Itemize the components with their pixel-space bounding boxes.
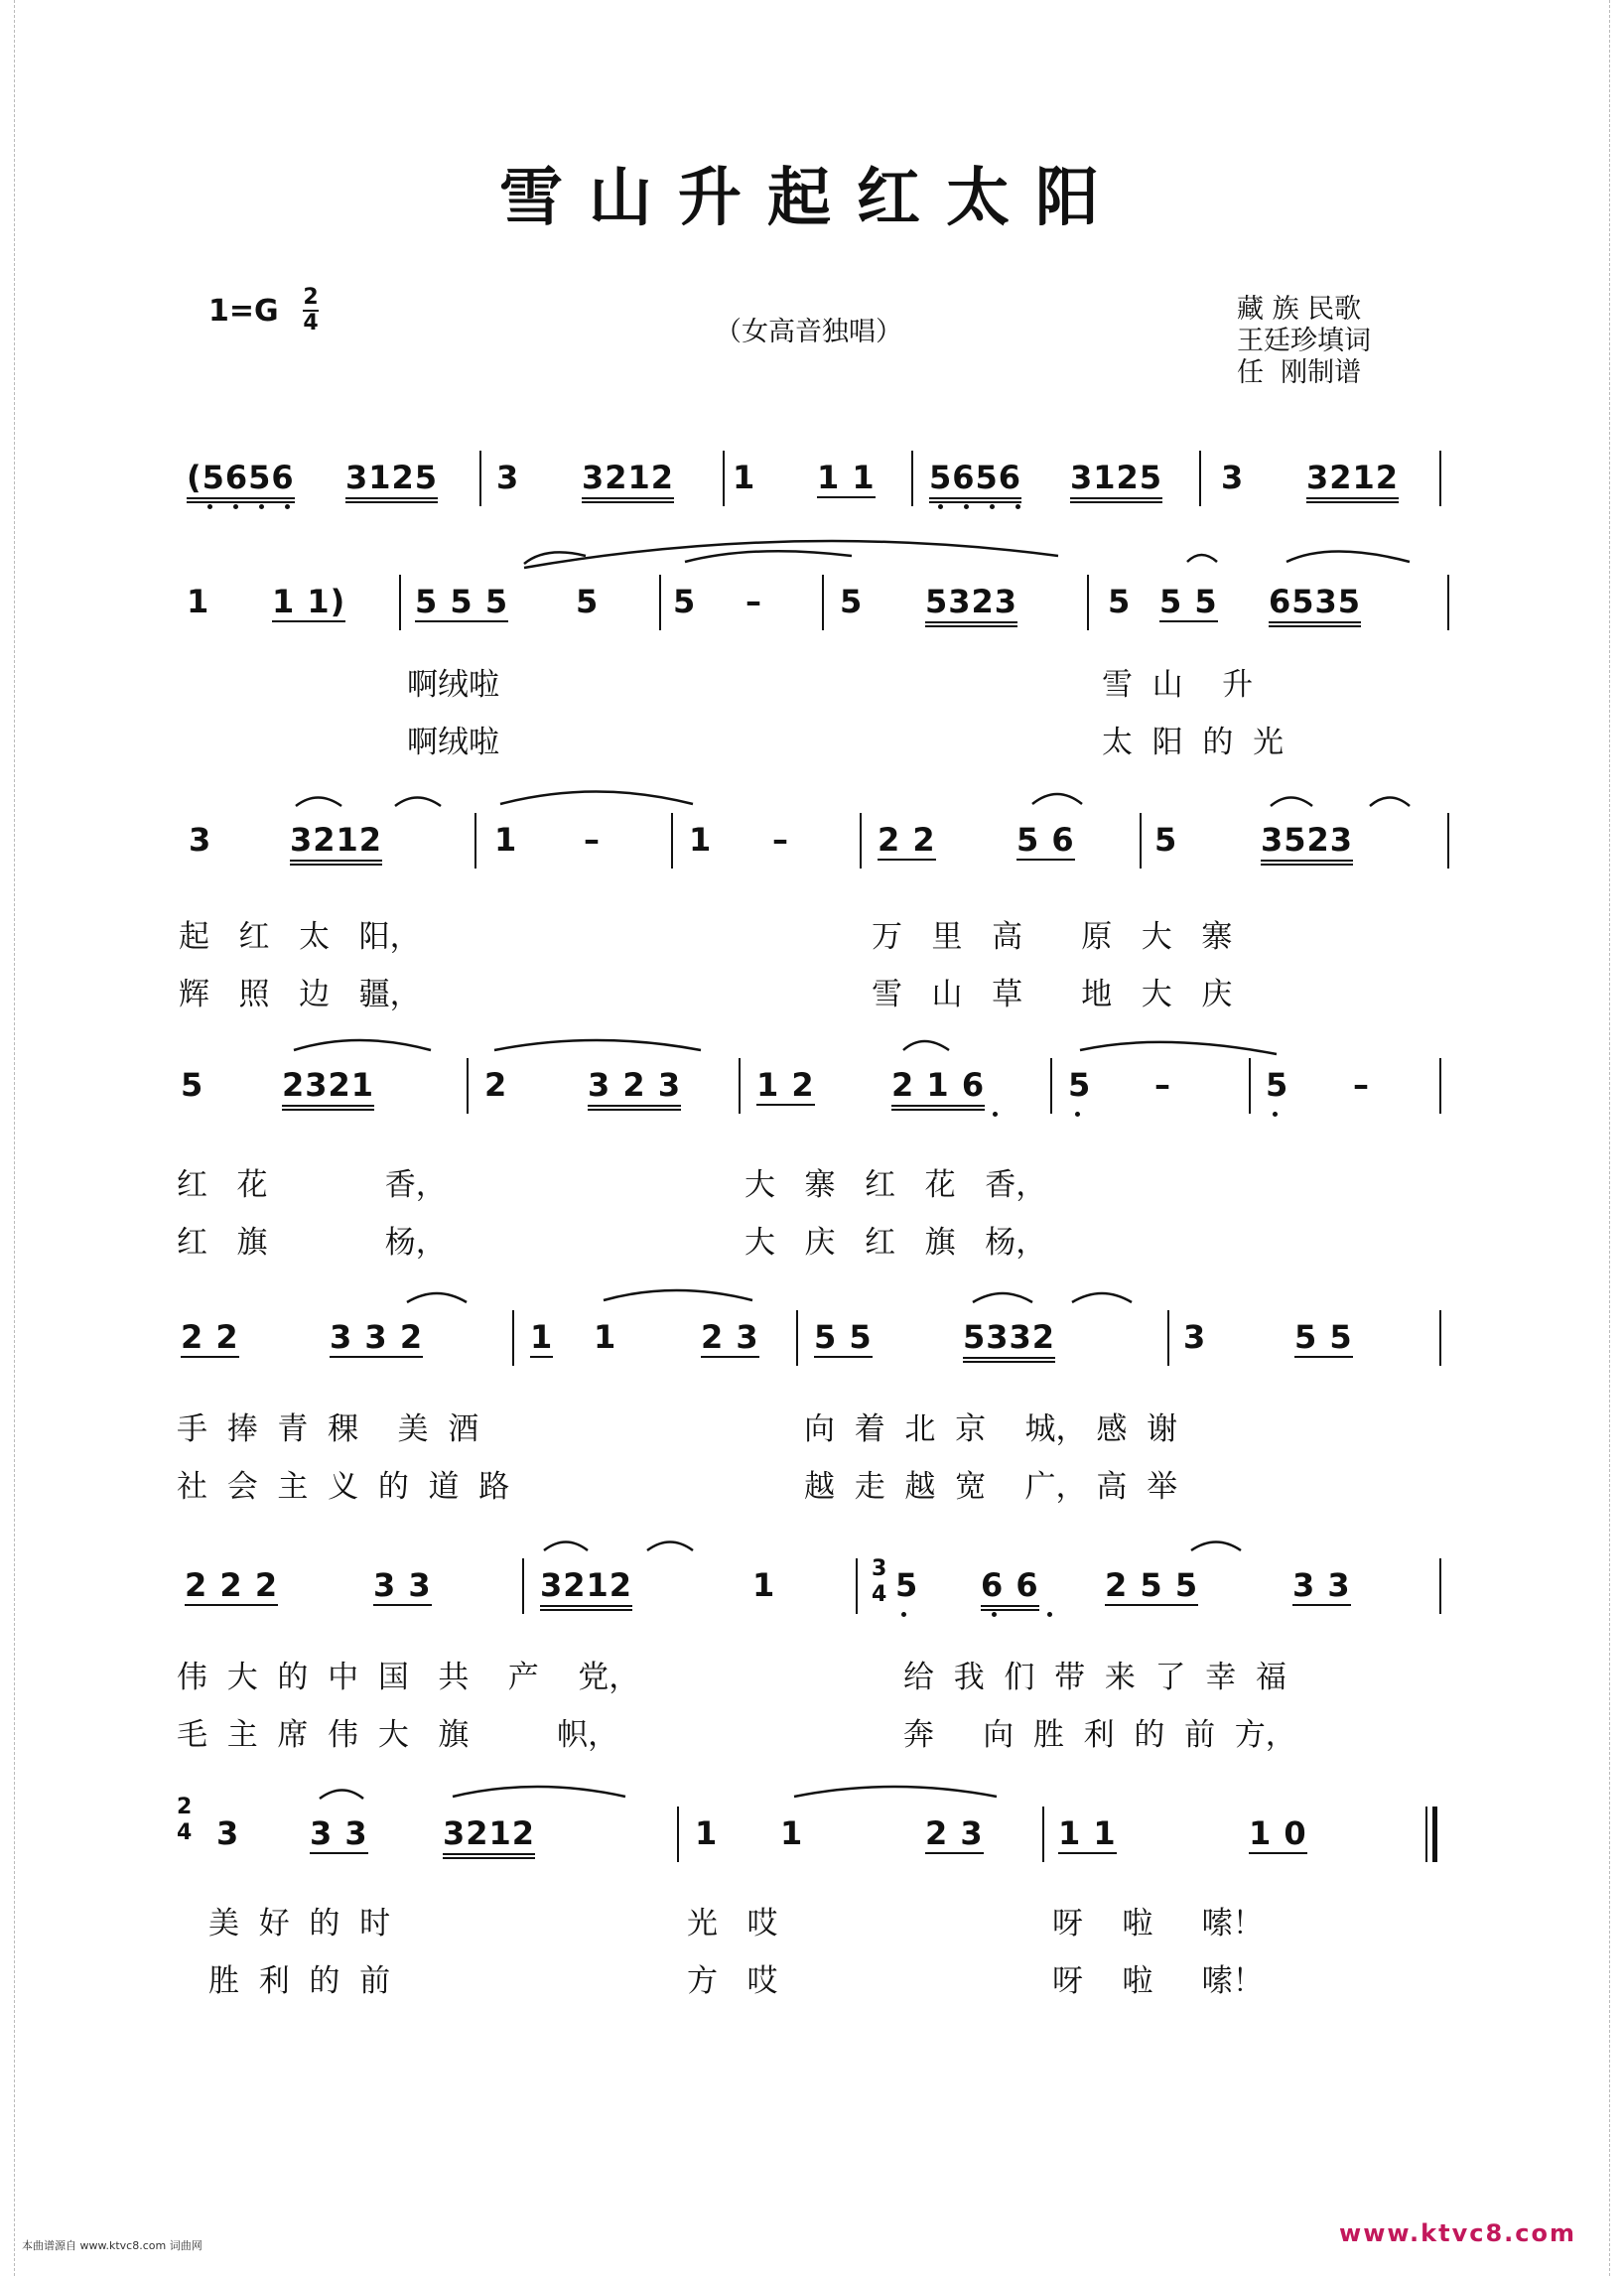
slur (1187, 555, 1217, 562)
lyric-phrase: 雪 山 草 地 大 庆 (872, 977, 1233, 1012)
notes: 2 1 6 (891, 1066, 985, 1111)
slur (494, 1040, 701, 1050)
slur (1191, 1542, 1241, 1551)
lyric-phrase: 向 着 北 京 城， 感 谢 (804, 1411, 1178, 1447)
slur (1072, 1293, 1132, 1302)
footer-logo[interactable]: www.ktvc8.com (1339, 2219, 1576, 2247)
notes: – (1353, 1066, 1370, 1104)
meter-denominator: 4 (177, 1820, 194, 1845)
slur (500, 792, 693, 805)
slur (647, 1542, 693, 1551)
slur (604, 1290, 752, 1300)
slur (1271, 798, 1312, 807)
notes: 5 (1266, 1066, 1289, 1104)
notes: 6535 (1269, 583, 1361, 627)
notes: 3523 (1261, 821, 1353, 866)
notes: 1 1) (272, 583, 346, 620)
notes: 5 5 (1294, 1318, 1353, 1356)
lyric-phrase: 光 哎 (687, 1906, 778, 1941)
credit-arranger: 任 刚制谱 (1237, 357, 1362, 388)
notes: 3 3 (310, 1814, 368, 1852)
slur (685, 551, 852, 562)
lyric-phrase: 给 我 们 带 来 了 幸 福 (903, 1660, 1286, 1695)
notes: – (772, 821, 789, 859)
lyric-phrase: 雪 山 升 (1102, 667, 1254, 703)
notes: 1 (530, 1318, 554, 1356)
notes: 2 3 (701, 1318, 759, 1356)
song-title: 雪山升起红太阳 (499, 161, 1125, 235)
slur (794, 1787, 997, 1797)
notes: 3125 (345, 459, 438, 503)
lyric-phrase: 越 走 越 宽 广， 高 举 (804, 1469, 1178, 1505)
notes: 5 5 5 (415, 583, 509, 620)
notes: 3 3 (1292, 1566, 1351, 1604)
notes: 1 (733, 459, 756, 496)
lyric-phrase: 伟 大 的 中 国 共 产 党， (177, 1660, 640, 1695)
notes: 5 (181, 1066, 204, 1104)
notes: 3 3 (373, 1566, 432, 1604)
lyric-phrase: 红 旗 杨， (177, 1225, 447, 1261)
lyric-phrase: 手 捧 青 稞 美 酒 (177, 1411, 479, 1447)
slur (1032, 794, 1082, 804)
slur (453, 1787, 625, 1797)
notes: 5 5 (814, 1318, 873, 1356)
notes: 5332 (963, 1318, 1055, 1363)
notes: – (745, 583, 762, 620)
lyric-phrase: 啊绒啦 (407, 667, 499, 703)
notes: 3212 (540, 1566, 632, 1611)
lyric-phrase: 万 里 高 原 大 寨 (872, 919, 1233, 955)
notes: 2 2 (181, 1318, 239, 1356)
lyric-phrase: 方 哎 (687, 1963, 778, 1999)
footer-source: 本曲谱源自 www.ktvc8.com 词曲网 (22, 2239, 203, 2252)
notes: 3212 (290, 821, 382, 866)
notes: 1 (752, 1566, 776, 1604)
notes: 5 6 (1016, 821, 1075, 859)
notes: 5 (673, 583, 697, 620)
notes: 5 (1108, 583, 1132, 620)
lyric-phrase: 红 花 香， (177, 1167, 447, 1203)
notes: 5 (840, 583, 864, 620)
lyric-phrase: 毛 主 席 伟 大 旗 帜， (177, 1717, 619, 1753)
notes: 3 (216, 1814, 240, 1852)
notes: 1 (780, 1814, 804, 1852)
notes: 5656 (929, 459, 1021, 503)
notes: (5656 (187, 459, 295, 503)
notes: 5 5 (1159, 583, 1218, 620)
key-signature: 1=G (208, 294, 279, 329)
notes: 3125 (1070, 459, 1162, 503)
notes: 1 (187, 583, 210, 620)
notes: 2 2 (878, 821, 936, 859)
notes: 1 (594, 1318, 617, 1356)
slur (544, 1542, 588, 1551)
meter-denominator: 4 (303, 311, 319, 335)
slur (1286, 552, 1410, 563)
notes: 5 (1068, 1066, 1092, 1104)
slur (296, 798, 341, 807)
meter-numerator: 2 (303, 285, 319, 310)
notes: 6 6 (981, 1566, 1039, 1611)
slur (320, 1791, 363, 1800)
notes: 2 3 (925, 1814, 984, 1852)
lyric-phrase: 奔 向 胜 利 的 前 方， (903, 1717, 1296, 1753)
notes: 2321 (282, 1066, 374, 1111)
notes: 3212 (443, 1814, 535, 1859)
notes: 2 5 5 (1105, 1566, 1199, 1604)
slur (524, 541, 1058, 568)
credit-origin: 藏 族 民歌 (1237, 294, 1362, 325)
notes: 1 2 (756, 1066, 815, 1104)
slur (395, 798, 441, 807)
notes: 3 2 3 (588, 1066, 681, 1111)
notes: 1 (494, 821, 518, 859)
notes: 5 (1154, 821, 1178, 859)
notes: 5323 (925, 583, 1017, 627)
lyric-phrase: 大 寨 红 花 香， (744, 1167, 1047, 1203)
notes: 3212 (582, 459, 674, 503)
meter-numerator: 2 (177, 1795, 194, 1819)
notes: 1 0 (1249, 1814, 1307, 1852)
notes: 3212 (1306, 459, 1399, 503)
lyric-phrase: 太 阳 的 光 (1102, 725, 1285, 760)
lyric-phrase: 大 庆 红 旗 杨， (744, 1225, 1047, 1261)
notes: 1 1 (817, 459, 876, 496)
notes: 5 (576, 583, 600, 620)
lyric-phrase: 起 红 太 阳， (179, 919, 421, 955)
slur (294, 1040, 431, 1050)
slur (1370, 798, 1410, 807)
credit-lyricist: 王廷珍填词 (1237, 326, 1371, 356)
notes: 3 (189, 821, 212, 859)
lyric-phrase: 啊绒啦 (407, 725, 499, 760)
notes: 1 (695, 1814, 719, 1852)
slur (973, 1293, 1032, 1302)
lyric-phrase: 美 好 的 时 (208, 1906, 391, 1941)
lyric-phrase: 胜 利 的 前 (208, 1963, 391, 1999)
lyric-phrase: 呀 啦 嗦！ (1052, 1963, 1264, 1999)
notes: – (584, 821, 601, 859)
lyric-phrase: 辉 照 边 疆， (179, 977, 421, 1012)
notes: 1 (689, 821, 713, 859)
notes: 3 (1221, 459, 1245, 496)
notes: 5 (895, 1566, 919, 1604)
slur (1080, 1042, 1277, 1054)
notes: 2 2 2 (185, 1566, 279, 1604)
meter-numerator: 3 (872, 1556, 888, 1581)
lyric-phrase: 呀 啦 嗦！ (1052, 1906, 1264, 1941)
slur (903, 1041, 949, 1050)
notes: 3 (496, 459, 520, 496)
lyric-phrase: 社 会 主 义 的 道 路 (177, 1469, 510, 1505)
notes: 2 (484, 1066, 508, 1104)
notes: 3 (1183, 1318, 1207, 1356)
slur (407, 1293, 467, 1302)
notes: – (1154, 1066, 1171, 1104)
notes: 1 1 (1058, 1814, 1117, 1852)
performer-note: （女高音独唱） (715, 317, 902, 347)
notes: 3 3 2 (330, 1318, 424, 1356)
meter-denominator: 4 (872, 1582, 888, 1607)
